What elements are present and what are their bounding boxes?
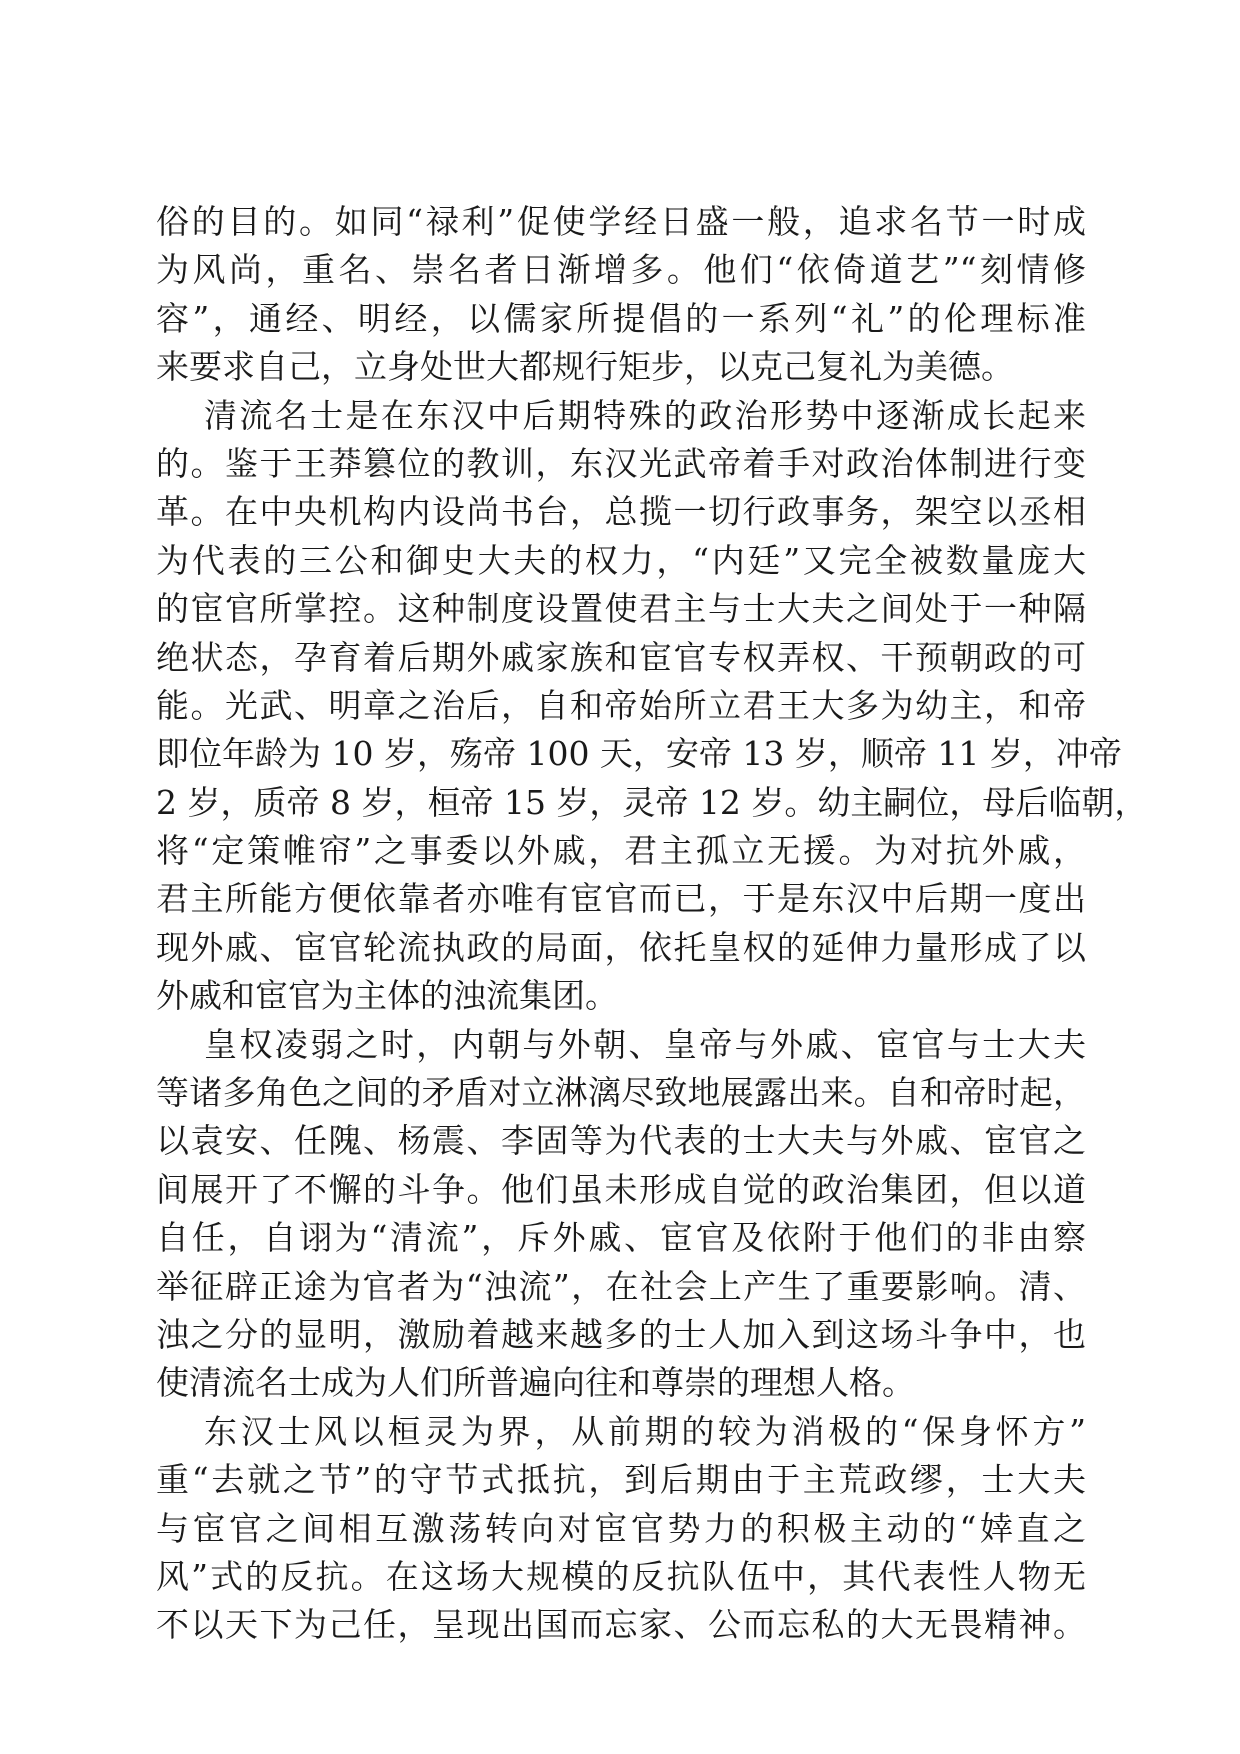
text-line: 与宦官之间相互激荡转向对宦官势力的积极主动的“婞直之: [156, 1508, 1086, 1548]
text-line: 举征辟正途为官者为“浊流”，在社会上产生了重要影响。清、: [156, 1266, 1086, 1306]
text-line: 自任，自诩为“清流”，斥外戚、宦官及依附于他们的非由察: [156, 1218, 1086, 1258]
text-line: 为代表的三公和御史大夫的权力，“内廷”又完全被数量庞大: [156, 540, 1086, 580]
text-line: 为风尚，重名、崇名者日渐增多。他们“依倚道艺”“刻情修: [156, 250, 1086, 290]
text-line: 皇权凌弱之时，内朝与外朝、皇帝与外戚、宦官与士大夫: [204, 1024, 1086, 1064]
text-line: 即位年龄为 10 岁，殇帝 100 天，安帝 13 岁，顺帝 11 岁，冲帝: [156, 734, 1122, 774]
text-line: 将“定策帷帘”之事委以外戚，君主孤立无援。为对抗外戚，: [156, 831, 1086, 871]
text-line: 2 岁，质帝 8 岁，桓帝 15 岁，灵帝 12 岁。幼主嗣位，母后临朝，: [156, 782, 1148, 822]
text-line: 重“去就之节”的守节式抵抗，到后期由于主荒政缪，士大夫: [156, 1460, 1086, 1500]
text-line: 俗的目的。如同“禄利”促使学经日盛一般，追求名节一时成: [156, 202, 1086, 241]
paragraph: [156, 1408, 1086, 1650]
text-line: 绝状态，孕育着后期外戚家族和宦官专权弄权、干预朝政的可: [156, 637, 1086, 677]
text-line: 使清流名士成为人们所普遍向往和尊崇的理想人格。: [156, 1363, 915, 1403]
text-line: 间展开了不懈的斗争。他们虽未形成自觉的政治集团，但以道: [156, 1169, 1086, 1209]
text-line: 东汉士风以桓灵为界，从前期的较为消极的“保身怀方”: [204, 1411, 1086, 1451]
text-line: 以袁安、任隗、杨震、李固等为代表的士大夫与外戚、宦官之: [156, 1121, 1086, 1161]
text-line: 的。鉴于王莽篡位的教训，东汉光武帝着手对政治体制进行变: [156, 443, 1086, 483]
text-line: 来要求自己，立身处世大都规行矩步，以克己复礼为美德。: [156, 347, 1014, 387]
text-line: 容”，通经、明经，以儒家所提倡的一系列“礼”的伦理标准: [156, 298, 1086, 338]
text-line: 清流名士是在东汉中后期特殊的政治形势中逐渐成长起来: [204, 395, 1086, 435]
text-line: 现外戚、宦官轮流执政的局面，依托皇权的延伸力量形成了以: [156, 927, 1086, 967]
text-line: 能。光武、明章之治后，自和帝始所立君王大多为幼主，和帝: [156, 685, 1086, 725]
text-line: 的宦官所掌控。这种制度设置使君主与士大夫之间处于一种隔: [156, 589, 1086, 629]
paragraph: [156, 392, 1148, 1021]
text-line: 革。在中央机构内设尚书台，总揽一切行政事务，架空以丞相: [156, 492, 1086, 532]
text-line: 浊之分的显明，激励着越来越多的士人加入到这场斗争中，也: [156, 1314, 1086, 1354]
paragraph: [156, 198, 1086, 392]
text-line: 不以天下为己任，呈现出国而忘家、公而忘私的大无畏精神。: [156, 1605, 1086, 1645]
text-line: 君主所能方便依靠者亦唯有宦官而已，于是东汉中后期一度出: [156, 879, 1086, 919]
paragraph: [156, 1021, 1086, 1408]
text-line: 外戚和宦官为主体的浊流集团。: [156, 976, 618, 1016]
text-line: 风”式的反抗。在这场大规模的反抗队伍中，其代表性人物无: [156, 1556, 1086, 1596]
body-text: [156, 198, 1148, 1650]
text-line: 等诸多角色之间的矛盾对立淋漓尽致地展露出来。自和帝时起，: [156, 1073, 1086, 1113]
